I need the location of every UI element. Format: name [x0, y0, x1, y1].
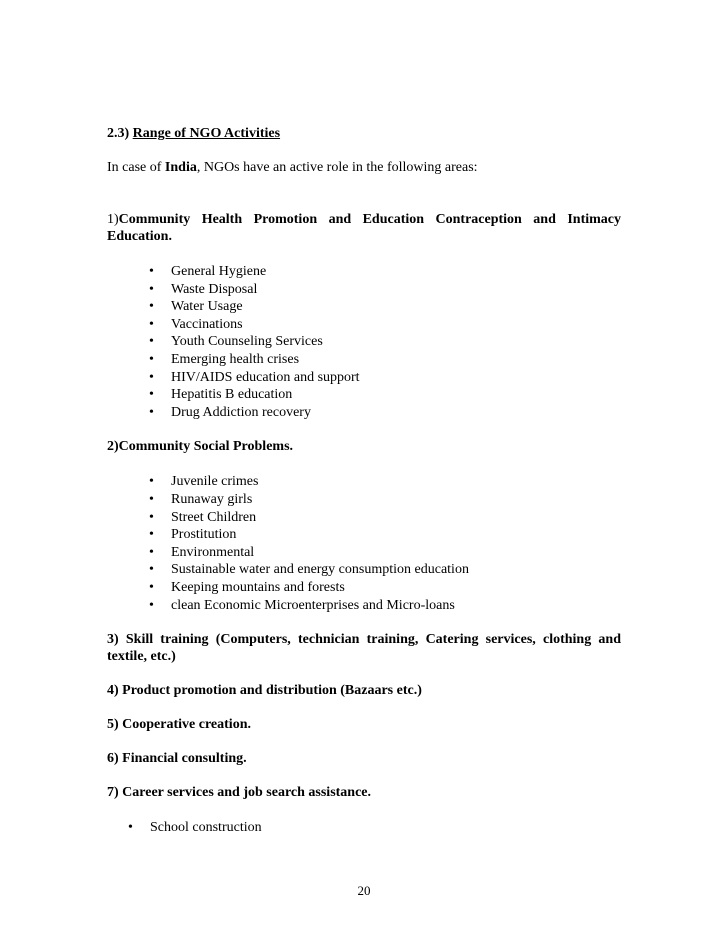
list-item-text: Emerging health crises — [171, 351, 300, 367]
list-item — [107, 333, 621, 351]
intro-country: India — [164, 160, 197, 175]
item-2-heading: 2)Community Social Problems. — [107, 439, 294, 455]
bullet-icon: • — [149, 562, 154, 578]
bullet-icon: • — [149, 404, 154, 420]
list-item-text: Keeping mountains and forests — [171, 579, 345, 595]
health-topics-list — [107, 263, 621, 421]
section-title: Range of NGO Activities — [132, 126, 281, 141]
item-6-heading: 6) Financial consulting. — [107, 751, 247, 767]
list-item — [107, 526, 621, 544]
list-item-text: Drug Addiction recovery — [171, 404, 311, 420]
item-4-heading: 4) Product promotion and distribution (Bazaars etc.) — [107, 683, 422, 699]
social-problems-list — [107, 473, 621, 614]
list-item-text: HIV/AIDS education and support — [171, 369, 360, 385]
list-item — [107, 404, 621, 422]
list-item-text: Vaccinations — [171, 316, 243, 332]
list-item-text: Water Usage — [171, 299, 243, 315]
bullet-icon: • — [128, 820, 133, 836]
list-item-text: Runaway girls — [171, 491, 253, 507]
list-item — [107, 369, 621, 387]
list-item-text: Waste Disposal — [171, 281, 258, 297]
item-3-heading: 3) Skill training (Computers, technician training, Catering services, clothing and textile, etc.) — [107, 632, 621, 665]
item-1-prefix: 1) — [107, 212, 119, 227]
bullet-icon: • — [149, 579, 154, 595]
list-item — [107, 386, 621, 404]
list-item-text: Prostitution — [171, 527, 237, 543]
list-item-text: Street Children — [171, 509, 257, 525]
list-item-text: Hepatitis B education — [171, 387, 293, 403]
page-content — [107, 125, 621, 837]
bullet-icon: • — [149, 316, 154, 332]
list-item — [107, 509, 621, 527]
item-7-heading: 7) Career services and job search assistance. — [107, 785, 372, 801]
bullet-icon: • — [149, 544, 154, 560]
list-item — [107, 491, 621, 509]
bullet-icon: • — [149, 334, 154, 350]
career-services-list — [107, 819, 621, 837]
bullet-icon: • — [149, 491, 154, 507]
bullet-icon: • — [149, 281, 154, 297]
list-item — [107, 561, 621, 579]
list-item — [107, 579, 621, 597]
bullet-icon: • — [149, 597, 154, 613]
list-item-text: Environmental — [171, 544, 255, 560]
item-1-heading — [107, 211, 621, 245]
intro-paragraph — [107, 159, 621, 176]
list-item — [107, 473, 621, 491]
list-item-text: Juvenile crimes — [171, 474, 259, 490]
bullet-icon: • — [149, 387, 154, 403]
list-item — [107, 819, 621, 837]
bullet-icon: • — [149, 509, 154, 525]
bullet-icon: • — [149, 369, 154, 385]
list-item — [107, 298, 621, 316]
bullet-icon: • — [149, 351, 154, 367]
bullet-icon: • — [149, 474, 154, 490]
list-item — [107, 351, 621, 369]
list-item-text: General Hygiene — [171, 264, 267, 279]
page-number: 20 — [357, 883, 371, 898]
intro-text-end: , NGOs have an active role in the following areas: — [196, 160, 478, 175]
list-item — [107, 597, 621, 615]
section-number: 2.3) — [107, 126, 130, 141]
item-5-heading: 5) Cooperative creation. — [107, 717, 251, 733]
list-item-text: Sustainable water and energy consumption education — [171, 562, 469, 578]
bullet-icon: • — [149, 527, 154, 543]
bullet-icon: • — [149, 264, 154, 279]
list-item-text: Youth Counseling Services — [171, 334, 323, 350]
list-item — [107, 281, 621, 299]
list-item — [107, 263, 621, 281]
list-item — [107, 316, 621, 334]
list-item-text: School construction — [150, 820, 262, 836]
list-item-text: clean Economic Microenterprises and Micro-loans — [171, 597, 455, 613]
intro-text-start: In case of — [107, 160, 165, 175]
bullet-icon: • — [149, 299, 154, 315]
list-item — [107, 544, 621, 562]
item-1-title: Community Health Promotion and Education Contraception and Intimacy Education. — [107, 212, 621, 244]
section-heading — [107, 125, 621, 142]
